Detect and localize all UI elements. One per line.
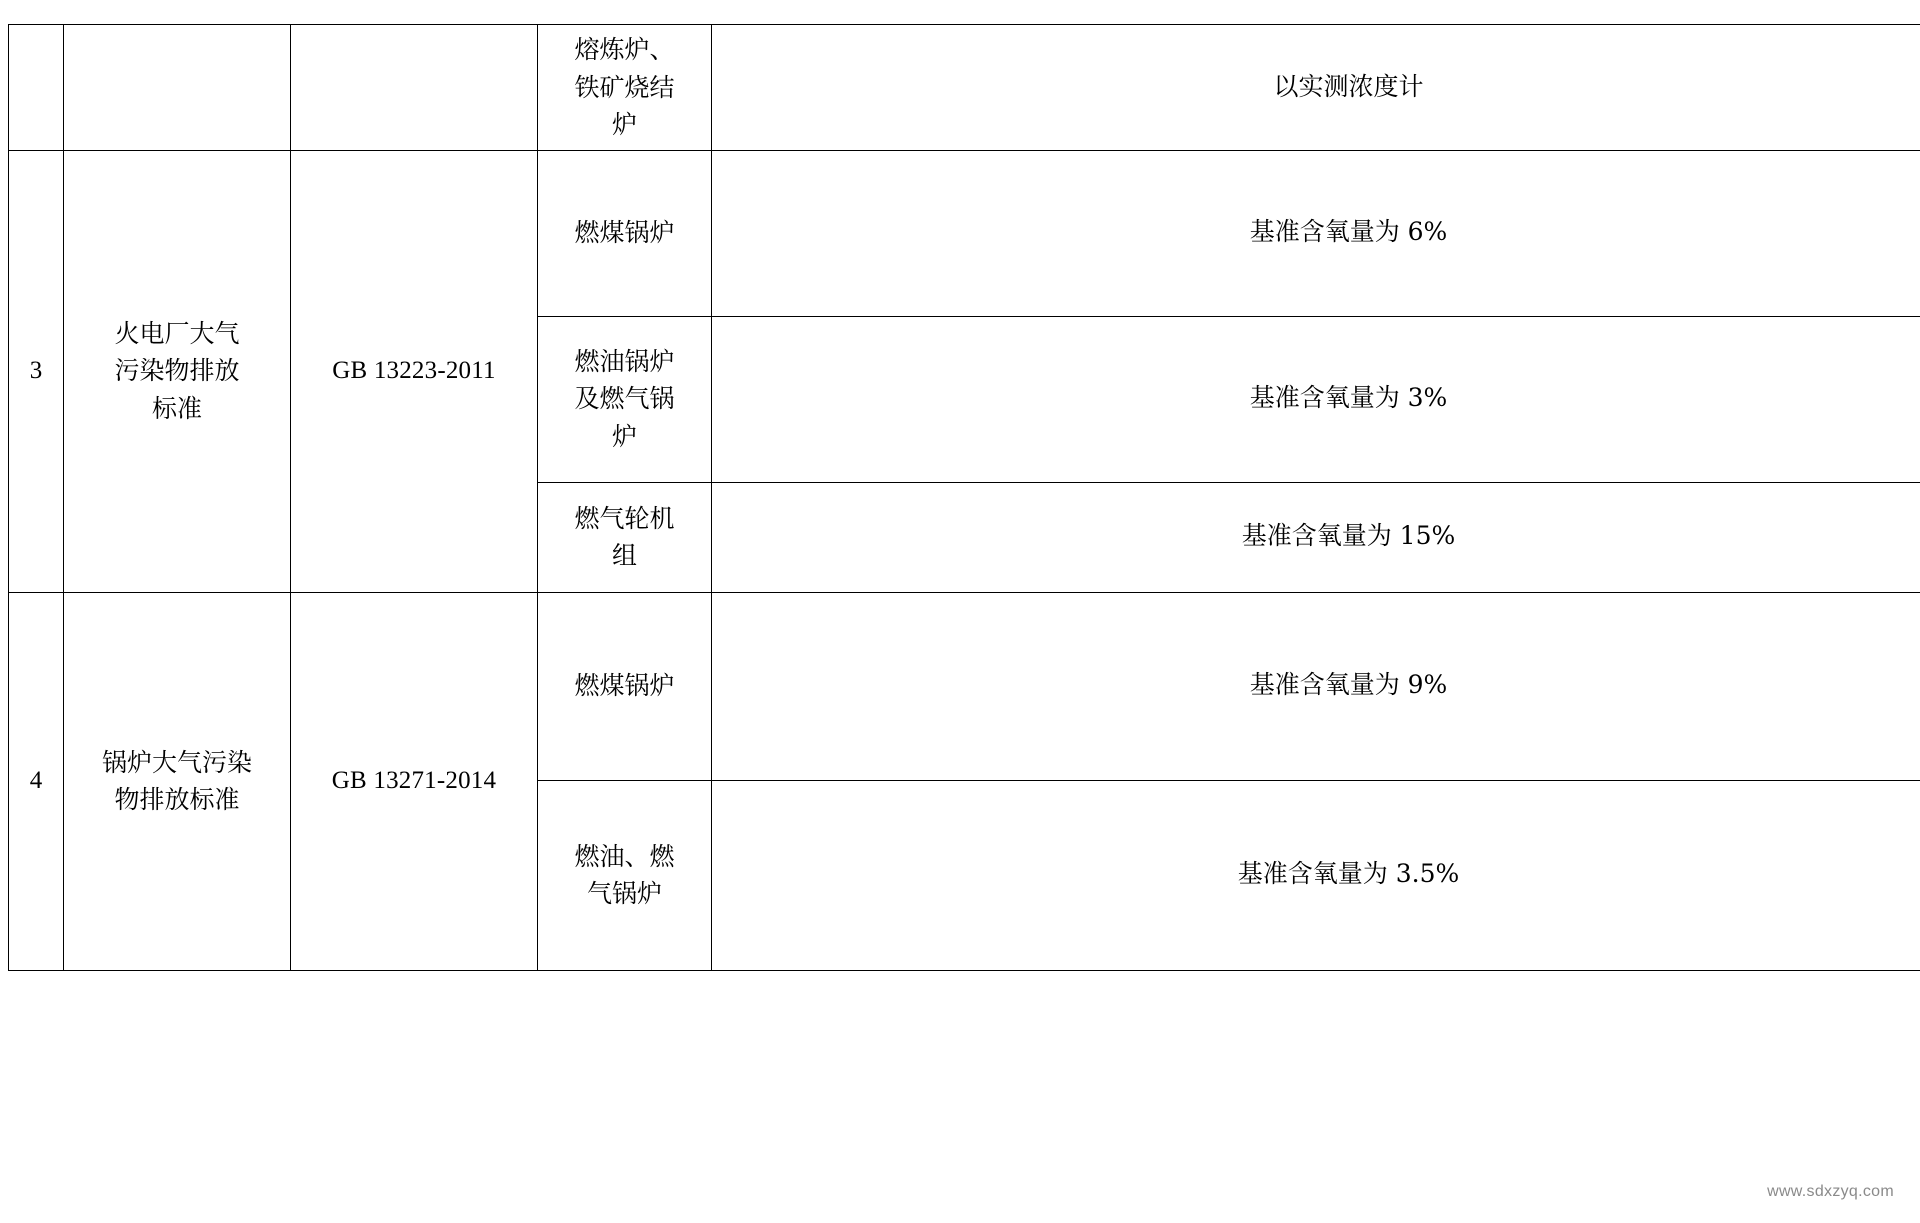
watermark: www.sdxzyq.com [1767,1183,1894,1200]
device-type-line: 铁矿烧结 [574,72,675,102]
requirement-text: 基准含氧量为 3% [1249,383,1448,413]
requirement-text: 基准含氧量为 9% [1249,670,1448,700]
device-type-cell [538,150,712,316]
standard-name-cell [64,25,291,151]
standard-code: GB 13223-2011 [332,356,496,384]
standard-code: GB 13271-2014 [331,766,497,794]
row-number-cell [9,592,64,970]
table-row [9,25,1920,151]
device-type-line: 组 [611,541,637,570]
row-number: 3 [29,356,43,384]
row-number: 4 [29,766,43,794]
device-type-line: 燃煤锅炉 [574,671,675,701]
standard-name-cell [64,592,291,970]
standard-name-line: 污染物排放 [114,356,240,386]
device-type-cell [538,780,712,970]
device-type-cell [538,316,712,482]
row-number-cell [9,25,64,151]
device-type-line: 燃气轮机 [574,503,675,533]
device-type-line: 熔炼炉、 [574,35,675,64]
emission-standards-table [8,24,1920,971]
standard-code-cell [291,592,538,970]
standard-name-line: 标准 [151,393,202,423]
device-type-line: 气锅炉 [586,879,662,908]
device-type-line: 炉 [611,110,637,139]
requirement-text: 基准含氧量为 15% [1241,521,1456,551]
requirement-cell [712,592,1920,780]
standard-name-line: 物排放标准 [114,785,240,814]
standard-name-line: 火电厂大气 [114,318,240,348]
requirement-cell [712,482,1920,592]
requirement-text: 基准含氧量为 6% [1249,217,1448,247]
standard-name-line: 锅炉大气污染 [101,747,252,777]
device-type-line: 燃煤锅炉 [574,218,675,248]
requirement-text: 以实测浓度计 [1273,71,1424,101]
row-number-cell [9,150,64,592]
requirement-cell [712,316,1920,482]
device-type-line: 燃油、燃 [574,841,675,871]
standard-name-cell [64,150,291,592]
table-row [9,592,1920,780]
requirement-cell [712,150,1920,316]
device-type-line: 炉 [611,421,637,451]
requirement-cell [712,780,1920,970]
device-type-line: 及燃气锅 [574,384,675,414]
device-type-line: 燃油锅炉 [574,346,675,376]
device-type-cell [538,25,712,151]
table-row [9,150,1920,316]
requirement-cell [712,25,1920,151]
device-type-cell [538,482,712,592]
device-type-cell [538,592,712,780]
requirement-text: 基准含氧量为 3.5% [1237,859,1460,889]
standard-code-cell [291,25,538,151]
standard-code-cell [291,150,538,592]
